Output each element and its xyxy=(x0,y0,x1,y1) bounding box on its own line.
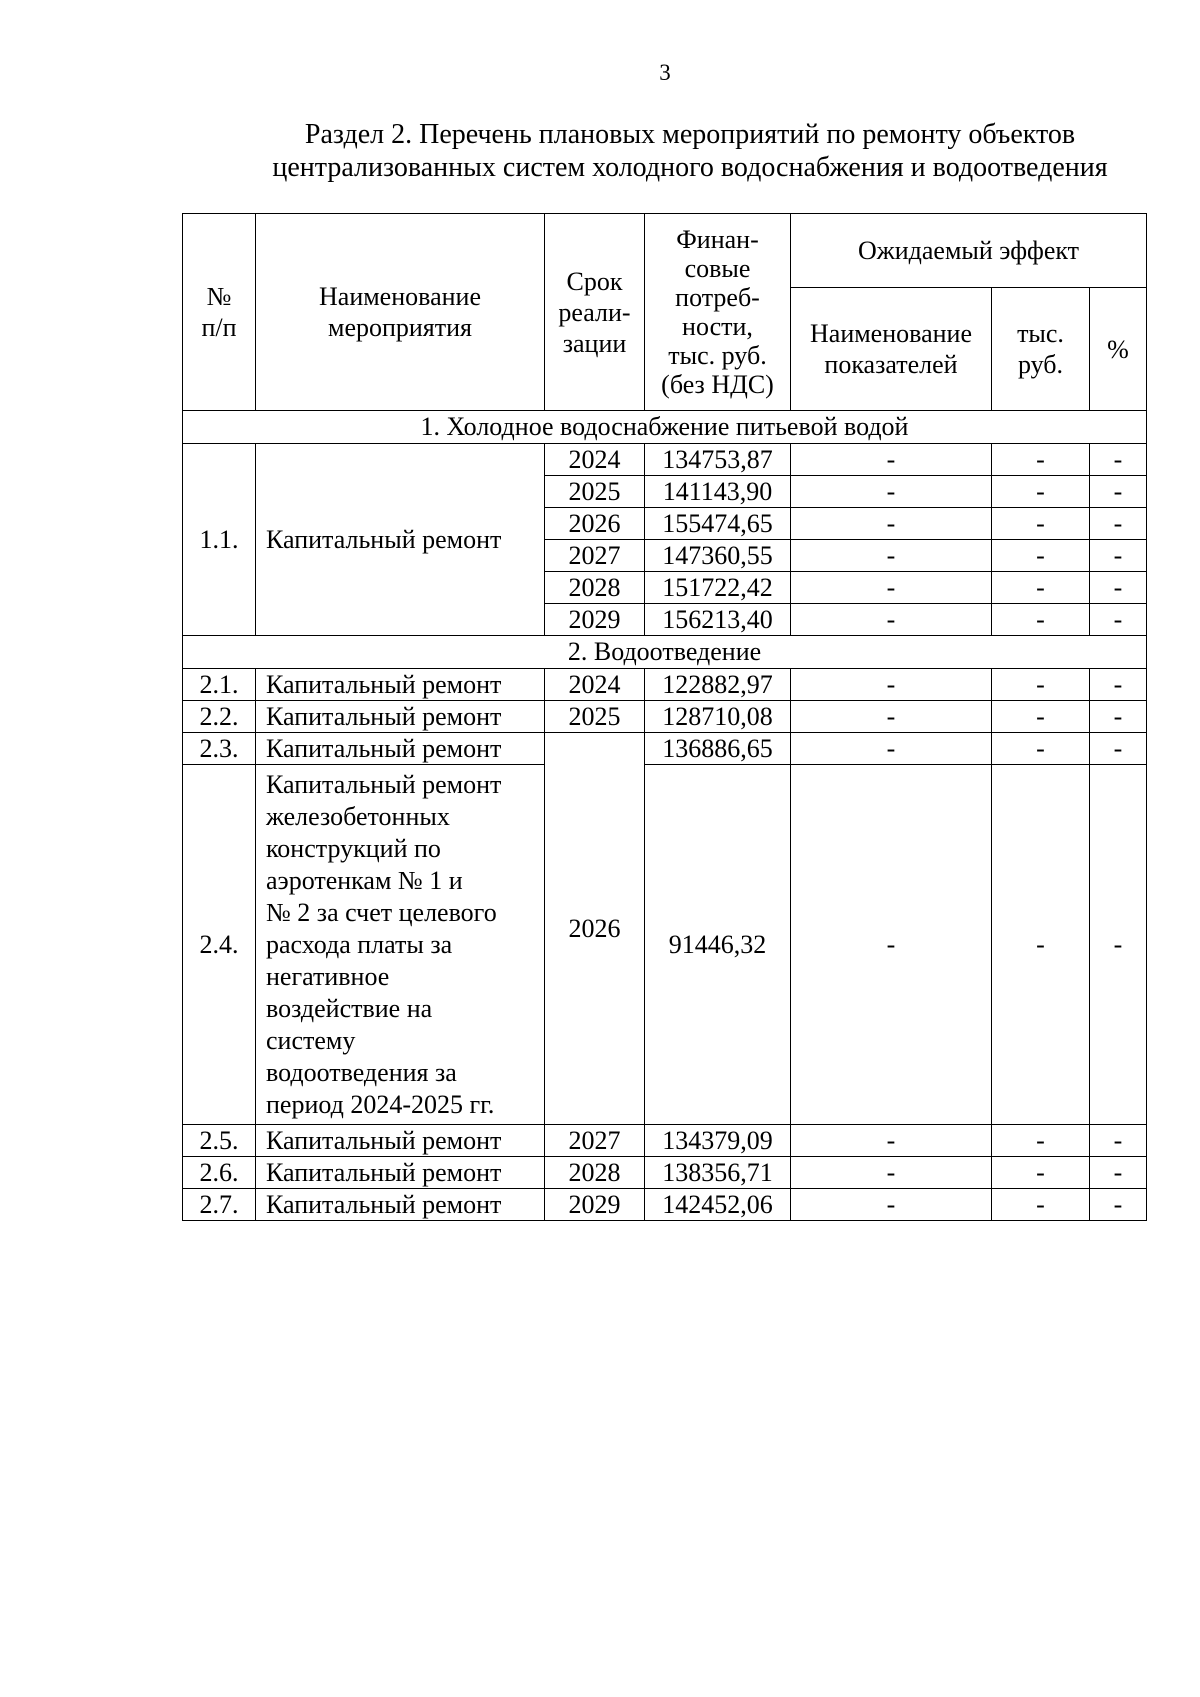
row-number: 2.2. xyxy=(183,701,256,733)
row-name: Капитальный ремонт xyxy=(256,701,545,733)
row-year: 2024 xyxy=(545,669,645,701)
row-thousand: - xyxy=(992,572,1090,604)
section-title xyxy=(200,118,1180,184)
row-thousand: - xyxy=(992,701,1090,733)
row-number: 2.1. xyxy=(183,669,256,701)
row-amount: 91446,32 xyxy=(645,765,791,1125)
row-indicator: - xyxy=(791,476,992,508)
row-percent: - xyxy=(1090,572,1147,604)
row-percent: - xyxy=(1090,540,1147,572)
row-indicator: - xyxy=(791,765,992,1125)
table-row xyxy=(183,1157,1147,1189)
row-amount: 156213,40 xyxy=(645,604,791,636)
row-year: 2026 xyxy=(545,733,645,1125)
row-thousand: - xyxy=(992,733,1090,765)
row-percent: - xyxy=(1090,1157,1147,1189)
row-amount: 138356,71 xyxy=(645,1157,791,1189)
row-amount: 136886,65 xyxy=(645,733,791,765)
row-year: 2028 xyxy=(545,1157,645,1189)
table-row xyxy=(183,701,1147,733)
row-name: Капитальный ремонт xyxy=(256,444,545,636)
table-row xyxy=(183,1189,1147,1221)
row-thousand: - xyxy=(992,476,1090,508)
row-amount: 147360,55 xyxy=(645,540,791,572)
row-indicator: - xyxy=(791,701,992,733)
header-indicator: Наименование показателей xyxy=(791,288,992,411)
row-year: 2028 xyxy=(545,572,645,604)
row-amount: 134379,09 xyxy=(645,1125,791,1157)
row-name: Капитальный ремонт xyxy=(256,733,545,765)
plan-table xyxy=(182,213,1147,1221)
row-amount: 142452,06 xyxy=(645,1189,791,1221)
row-amount: 122882,97 xyxy=(645,669,791,701)
row-year: 2027 xyxy=(545,1125,645,1157)
row-percent: - xyxy=(1090,669,1147,701)
header-name: Наименование мероприятия xyxy=(256,214,545,411)
row-name: Капитальный ремонт xyxy=(256,1125,545,1157)
row-number: 2.7. xyxy=(183,1189,256,1221)
row-indicator: - xyxy=(791,508,992,540)
row-name: Капитальный ремонт xyxy=(256,669,545,701)
row-percent: - xyxy=(1090,444,1147,476)
row-indicator: - xyxy=(791,604,992,636)
row-number: 2.6. xyxy=(183,1157,256,1189)
header-percent: % xyxy=(1090,288,1147,411)
row-indicator: - xyxy=(791,444,992,476)
row-percent: - xyxy=(1090,765,1147,1125)
row-percent: - xyxy=(1090,1125,1147,1157)
header-effect: Ожидаемый эффект xyxy=(791,214,1147,288)
row-number: 2.3. xyxy=(183,733,256,765)
table-row xyxy=(183,669,1147,701)
header-thousand: тыс. руб. xyxy=(992,288,1090,411)
row-amount: 155474,65 xyxy=(645,508,791,540)
table-row xyxy=(183,733,1147,765)
row-indicator: - xyxy=(791,669,992,701)
row-thousand: - xyxy=(992,508,1090,540)
header-num: № п/п xyxy=(183,214,256,411)
row-indicator: - xyxy=(791,1189,992,1221)
section-title-line: централизованных систем холодного водоснабжения и водоотведения xyxy=(272,152,1108,183)
row-name: Капитальный ремонт xyxy=(256,1189,545,1221)
row-year: 2026 xyxy=(545,508,645,540)
row-amount: 128710,08 xyxy=(645,701,791,733)
row-amount: 141143,90 xyxy=(645,476,791,508)
section-heading: 1. Холодное водоснабжение питьевой водой xyxy=(183,411,1147,444)
row-number: 1.1. xyxy=(183,444,256,636)
row-year: 2025 xyxy=(545,701,645,733)
row-thousand: - xyxy=(992,765,1090,1125)
row-year: 2025 xyxy=(545,476,645,508)
row-thousand: - xyxy=(992,1189,1090,1221)
row-number: 2.5. xyxy=(183,1125,256,1157)
row-thousand: - xyxy=(992,604,1090,636)
row-amount: 134753,87 xyxy=(645,444,791,476)
section-title-line: Раздел 2. Перечень плановых мероприятий по ремонту объектов xyxy=(304,119,1076,150)
row-name: Капитальный ремонт железобетонных конструкций по аэротенкам № 1 и № 2 за счет целевого расхода платы за негативное воздействие на систему водоотведения за период 2024-2025 гг. xyxy=(256,765,545,1125)
row-thousand: - xyxy=(992,540,1090,572)
row-percent: - xyxy=(1090,733,1147,765)
row-year: 2024 xyxy=(545,444,645,476)
row-year: 2029 xyxy=(545,1189,645,1221)
row-percent: - xyxy=(1090,1189,1147,1221)
row-percent: - xyxy=(1090,508,1147,540)
row-indicator: - xyxy=(791,1157,992,1189)
row-indicator: - xyxy=(791,1125,992,1157)
row-thousand: - xyxy=(992,444,1090,476)
row-percent: - xyxy=(1090,604,1147,636)
table-row xyxy=(183,1125,1147,1157)
page-number: 3 xyxy=(659,60,671,85)
row-percent: - xyxy=(1090,476,1147,508)
section-heading: 2. Водоотведение xyxy=(183,636,1147,669)
row-amount: 151722,42 xyxy=(645,572,791,604)
row-thousand: - xyxy=(992,1157,1090,1189)
row-percent: - xyxy=(1090,701,1147,733)
row-year: 2029 xyxy=(545,604,645,636)
row-indicator: - xyxy=(791,572,992,604)
row-thousand: - xyxy=(992,669,1090,701)
row-name: Капитальный ремонт xyxy=(256,1157,545,1189)
row-thousand: - xyxy=(992,1125,1090,1157)
row-indicator: - xyxy=(791,733,992,765)
table-row xyxy=(183,444,1147,476)
row-number: 2.4. xyxy=(183,765,256,1125)
row-indicator: - xyxy=(791,540,992,572)
header-term: Срок реали- зации xyxy=(545,214,645,411)
header-finance: Финан- совые потреб- ности, тыс. руб. (без НДС) xyxy=(645,214,791,411)
row-year: 2027 xyxy=(545,540,645,572)
table-row xyxy=(183,765,1147,1125)
